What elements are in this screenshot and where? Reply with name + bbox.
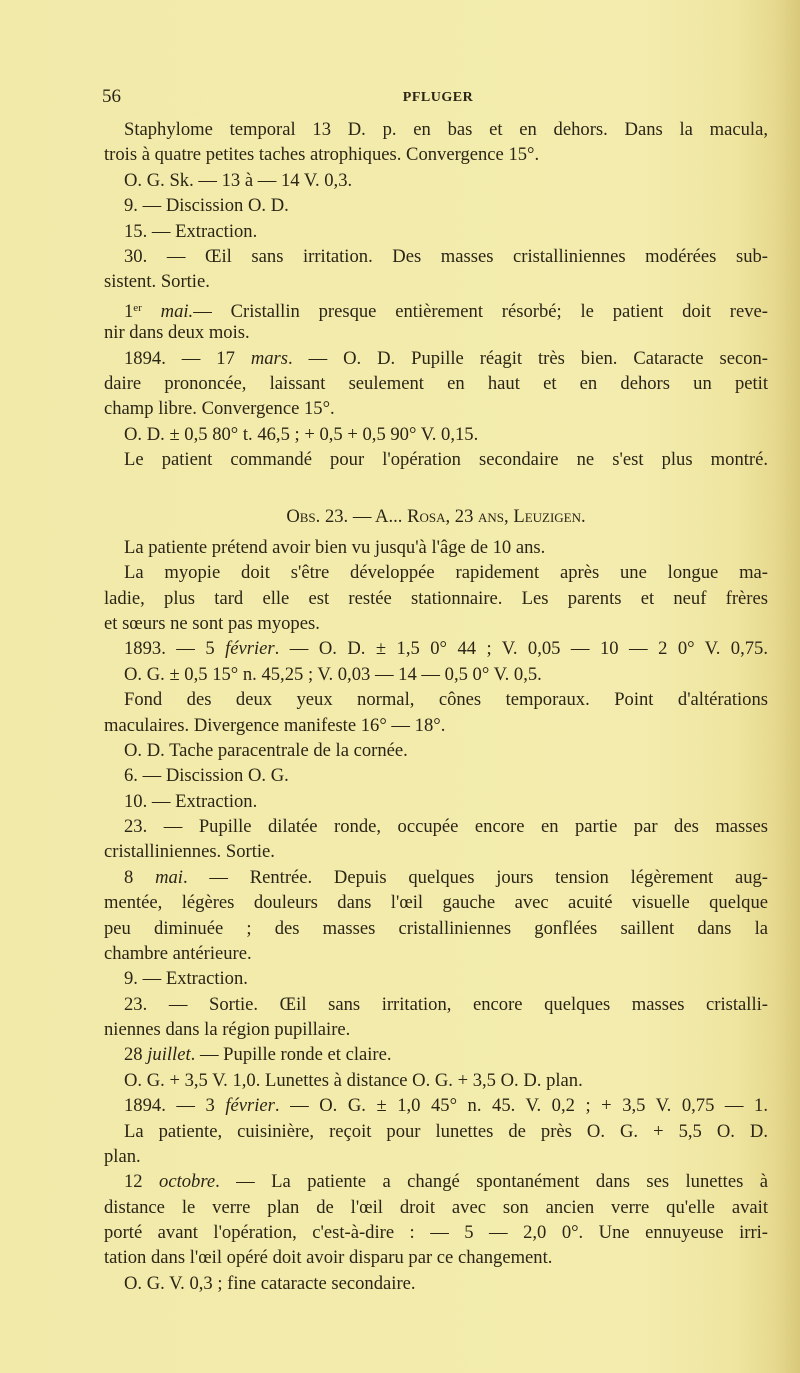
text-segment: 1894. — 17 bbox=[124, 347, 251, 369]
text-segment: 23. — Pupille dilatée ronde, occupée encore en partie par des masses bbox=[124, 816, 768, 838]
text-segment: Staphylome temporal 13 D. p. en bas et en dehors. Dans la macula, bbox=[124, 119, 768, 140]
text-segment: et sœurs ne sont pas myopes. bbox=[104, 613, 320, 635]
text-line bbox=[104, 271, 768, 293]
text-line bbox=[124, 449, 768, 471]
text-line bbox=[124, 119, 768, 141]
text-segment: 1893. — 5 bbox=[124, 638, 226, 660]
text-line bbox=[124, 297, 768, 323]
text-segment: O. G. + 3,5 V. 1,0. Lunettes à distance O. G. + 3,5 O. D. plan. bbox=[124, 1069, 583, 1091]
text-segment: champ libre. Convergence 15°. bbox=[104, 398, 335, 420]
page-number: 56 bbox=[102, 86, 121, 107]
italic-date: mai bbox=[155, 866, 183, 888]
text-line bbox=[104, 588, 768, 610]
text-line bbox=[104, 892, 768, 914]
text-segment: Fond des deux yeux normal, cônes temporaux. Point d'altérations bbox=[124, 689, 768, 711]
text-line bbox=[124, 1273, 768, 1295]
text-segment: O. D. Tache paracentrale de la cornée. bbox=[124, 739, 408, 761]
text-line bbox=[124, 689, 768, 711]
text-segment: 10. — Extraction. bbox=[124, 790, 258, 812]
text-line bbox=[124, 994, 768, 1016]
text-segment: 8 bbox=[124, 866, 156, 888]
text-line bbox=[124, 867, 768, 889]
observation-heading bbox=[104, 506, 768, 528]
italic-date: février bbox=[225, 1095, 275, 1117]
text-segment: peu diminuée ; des masses cristalliniennes gonflées saillent dans la bbox=[104, 917, 768, 939]
text-segment: sistent. Sortie. bbox=[104, 271, 210, 293]
text-segment: chambre antérieure. bbox=[104, 942, 252, 964]
text-segment: . — O. D. Pupille réagit très bien. Cataracte secon- bbox=[288, 347, 769, 369]
text-line bbox=[104, 1222, 768, 1244]
running-title: PFLUGER bbox=[402, 90, 474, 105]
text-segment: Le patient commandé pour l'opération secondaire ne s'est plus montré. bbox=[124, 449, 768, 471]
text-line bbox=[124, 791, 768, 813]
text-line bbox=[124, 1121, 768, 1143]
text-line bbox=[104, 373, 768, 395]
text-line bbox=[104, 1019, 768, 1041]
superscript: er bbox=[133, 301, 142, 314]
text-segment: ladie, plus tard elle est restée stationnaire. Les parents et neuf frères bbox=[104, 587, 768, 609]
text-segment: 23. — Sortie. Œil sans irritation, encore quelques masses cristalli- bbox=[124, 993, 768, 1015]
text-line bbox=[124, 424, 768, 446]
text-line bbox=[124, 638, 768, 660]
italic-date: juillet bbox=[147, 1044, 191, 1066]
text-line bbox=[124, 195, 768, 217]
text-segment: distance le verre plan de l'œil droit avec son ancien verre qu'elle avait bbox=[104, 1196, 768, 1218]
text-segment: 6. — Discission O. G. bbox=[124, 765, 289, 787]
text-line bbox=[104, 715, 768, 737]
text-segment: daire prononcée, laissant seulement en haut et en dehors un petit bbox=[104, 373, 768, 394]
text-segment: O. G. ± 0,5 15° n. 45,25 ; V. 0,03 — 14 — 0,5 0° V. 0,5. bbox=[124, 663, 542, 685]
text-line bbox=[104, 1146, 768, 1168]
text-line bbox=[104, 144, 768, 166]
text-line bbox=[124, 765, 768, 787]
text-line bbox=[124, 246, 768, 268]
text-line bbox=[124, 968, 768, 990]
text-segment: — Cristallin presque entièrement résorbé; le patient doit reve- bbox=[193, 300, 768, 322]
text-segment: porté avant l'opération, c'est-à-dire : — 5 — 2,0 0°. Une ennuyeuse irri- bbox=[104, 1221, 768, 1243]
text-line bbox=[124, 1070, 768, 1092]
text-segment: mentée, légères douleurs dans l'œil gauche avec acuité visuelle quelque bbox=[104, 892, 768, 914]
text-line bbox=[104, 841, 768, 863]
text-segment: 9. — Extraction. bbox=[124, 968, 248, 990]
text-segment: 28 bbox=[124, 1044, 148, 1066]
text-segment: 9. — Discission O. D. bbox=[124, 195, 289, 217]
text-segment: 12 bbox=[124, 1171, 160, 1193]
text-segment: La myopie doit s'être développée rapidement après une longue ma- bbox=[124, 562, 768, 584]
text-segment: 15. — Extraction. bbox=[124, 220, 258, 242]
italic-date: mars bbox=[250, 347, 289, 369]
text-segment: . — Rentrée. Depuis quelques jours tension légèrement aug- bbox=[182, 866, 768, 888]
text-segment: O. G. V. 0,3 ; fine cataracte secondaire. bbox=[124, 1272, 416, 1294]
text-line bbox=[124, 1095, 768, 1117]
italic-date: février bbox=[225, 638, 275, 660]
text-line bbox=[124, 537, 768, 559]
text-line bbox=[124, 740, 768, 762]
text-segment: . — O. D. ± 1,5 0° 44 ; V. 0,05 — 10 — 2 0° V. 0,75. bbox=[274, 638, 768, 660]
text-segment: trois à quatre petites taches atrophiques. Convergence 15°. bbox=[104, 144, 540, 166]
text-segment: La patiente, cuisinière, reçoit pour lunettes de près O. G. + 5,5 O. D. bbox=[124, 1120, 768, 1142]
text-segment: 1894. — 3 bbox=[124, 1095, 226, 1117]
text-segment: cristalliniennes. Sortie. bbox=[104, 841, 275, 863]
text-line bbox=[124, 816, 768, 838]
text-line bbox=[124, 664, 768, 686]
italic-date: octobre bbox=[159, 1171, 216, 1193]
text-line bbox=[104, 918, 768, 940]
text-segment: tation dans l'œil opéré doit avoir disparu par ce changement. bbox=[104, 1247, 553, 1269]
text-segment: plan. bbox=[104, 1145, 141, 1167]
text-line bbox=[104, 943, 768, 965]
text-line bbox=[104, 1247, 768, 1269]
text-segment bbox=[142, 301, 161, 322]
text-line bbox=[104, 398, 768, 420]
text-line bbox=[104, 322, 768, 344]
text-segment: . — La patiente a changé spontanément dans ses lunettes à bbox=[215, 1171, 768, 1193]
text-line bbox=[124, 1171, 768, 1193]
text-line bbox=[124, 1044, 768, 1066]
text-segment: niennes dans la région pupillaire. bbox=[104, 1019, 351, 1041]
text-line bbox=[104, 1197, 768, 1219]
text-segment: 30. — Œil sans irritation. Des masses cristalliniennes modérées sub- bbox=[124, 246, 768, 267]
text-segment: . — O. G. ± 1,0 45° n. 45. V. 0,2 ; + 3,5 V. 0,75 — 1. bbox=[274, 1095, 769, 1117]
italic-date: mai. bbox=[160, 300, 194, 322]
text-segment: . — Pupille ronde et claire. bbox=[190, 1044, 392, 1066]
text-line bbox=[124, 348, 768, 370]
text-line bbox=[124, 562, 768, 584]
text-segment: nir dans deux mois. bbox=[104, 322, 250, 344]
text-segment: maculaires. Divergence manifeste 16° — 18°. bbox=[104, 714, 446, 736]
text-segment: La patiente prétend avoir bien vu jusqu'à l'âge de 10 ans. bbox=[124, 537, 546, 558]
text-segment: Obs. 23. — A... Rosa, 23 ans, Leuzigen. bbox=[286, 506, 586, 527]
text-segment: O. D. ± 0,5 80° t. 46,5 ; + 0,5 + 0,5 90° V. 0,15. bbox=[124, 423, 479, 445]
text-segment: O. G. Sk. — 13 à — 14 V. 0,3. bbox=[124, 169, 353, 191]
text-line bbox=[124, 170, 768, 192]
text-segment: 1 bbox=[124, 300, 134, 322]
text-line bbox=[124, 221, 768, 243]
text-line bbox=[104, 613, 768, 635]
